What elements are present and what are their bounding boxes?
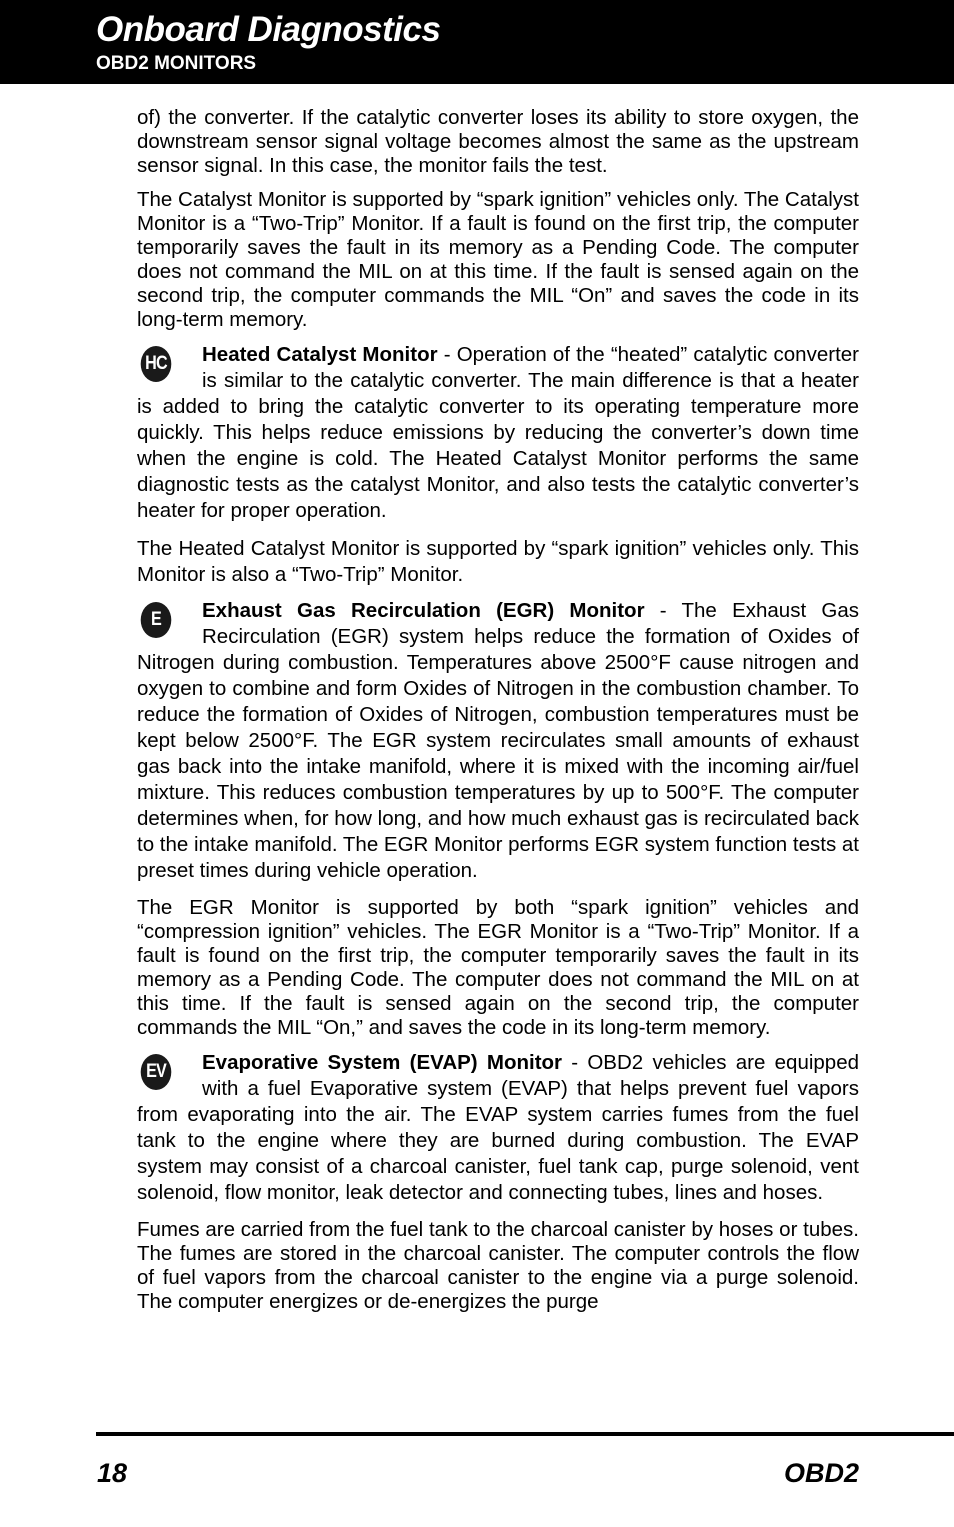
egr-heading: Exhaust Gas Recirculation (EGR) Monitor bbox=[202, 599, 645, 622]
page-number: 18 bbox=[97, 1458, 128, 1488]
egr-badge-icon: E bbox=[141, 602, 172, 638]
hc-badge-icon: HC bbox=[141, 346, 172, 382]
egr-text: - The Exhaust Gas Recirculation (EGR) system helps reduce the formation of Oxides of Nitrogen during combustion. Temperatures above 2500°F cause nitrogen and oxygen to combine and form Oxides of Nitrogen in the combustion chamber. To reduce the formation of Oxides of Nitrogen, combustion temperatures must be kept below 2500°F. The EGR system recirculates small amounts of exhaust gas back into the intake manifold, where it is mixed with the incoming air/fuel mixture. This reduces combustion temperatures by up to 500°F. The computer determines when, for how long, and how much exhaust gas is recirculated back to the intake manifold. The EGR Monitor performs EGR system function tests at preset times during vehicle operation. bbox=[137, 599, 859, 882]
evap-heading: Evaporative System (EVAP) Monitor bbox=[202, 1051, 563, 1074]
page-header bbox=[0, 0, 954, 84]
evap-text: - OBD2 vehicles are equipped with a fuel Evaporative system (EVAP) that helps prevent fuel vapors from evaporating into the air. The EVAP system carries fumes from the fuel tank to the engine where they are burned during combustion. The EVAP system may consist of a charcoal canister, fuel tank cap, purge solenoid, vent solenoid, flow monitor, leak detector and connecting tubes, lines and hoses. bbox=[137, 1051, 860, 1204]
section-egr bbox=[137, 598, 859, 884]
footer-label: OBD2 bbox=[783, 1458, 859, 1488]
footer-divider bbox=[96, 1432, 954, 1436]
page-title: Onboard Diagnostics bbox=[96, 10, 441, 49]
page-body bbox=[137, 106, 859, 1324]
paragraph-egr-support: The EGR Monitor is supported by both “spark ignition” vehicles and “compression ignition” vehicles. The EGR Monitor is a “Two-Trip” Monitor. If a fault is found on the first trip, the computer temporarily saves the fault in its memory as a Pending Code. The computer does not command the MIL on at this time. If the fault is sensed again on the second trip, the computer commands the MIL “On,” and saves the code in its long-term memory. bbox=[137, 896, 859, 1039]
section-heated-catalyst bbox=[137, 342, 859, 524]
section-evap bbox=[137, 1050, 859, 1206]
paragraph-fumes: Fumes are carried from the fuel tank to the charcoal canister by hoses or tubes. The fumes are stored in the charcoal canister. The computer controls the flow of fuel vapors from the charcoal canister to the engine via a purge solenoid. The computer energizes or de-energizes the purge bbox=[137, 1218, 859, 1313]
paragraph-catalyst-support: The Catalyst Monitor is supported by “spark ignition” vehicles only. The Catalyst Monitor is a “Two-Trip” Monitor. If a fault is found on the first trip, the computer temporarily saves the fault in its memory as a Pending Code. The computer does not command the MIL on at this time. If the fault is sensed again on the second trip, the computer commands the MIL “On” and saves the code in its long-term memory. bbox=[137, 188, 859, 331]
paragraph-converter-oxygen: of) the converter. If the catalytic converter loses its ability to store oxygen, the downstream sensor signal voltage becomes almost the same as the upstream sensor signal. In this case, the monitor fails the test. bbox=[137, 106, 859, 177]
paragraph-heated-catalyst-support: The Heated Catalyst Monitor is supported by “spark ignition” vehicles only. This Monitor is also a “Two-Trip” Monitor. bbox=[137, 537, 859, 586]
heated-catalyst-text: - Operation of the “heated” catalytic converter is similar to the catalytic converter. The main difference is that a heater is added to bring the catalytic converter to its operating temperature more quickly. This helps reduce emissions by reducing the converter’s down time when the engine is cold. The Heated Catalyst Monitor performs the same diagnostic tests as the catalyst Monitor, and also tests the catalytic converter’s heater for proper operation. bbox=[137, 343, 859, 522]
section-subtitle: OBD2 MONITORS bbox=[96, 53, 257, 74]
evap-badge-icon: EV bbox=[141, 1054, 172, 1090]
heated-catalyst-heading: Heated Catalyst Monitor bbox=[202, 343, 438, 366]
